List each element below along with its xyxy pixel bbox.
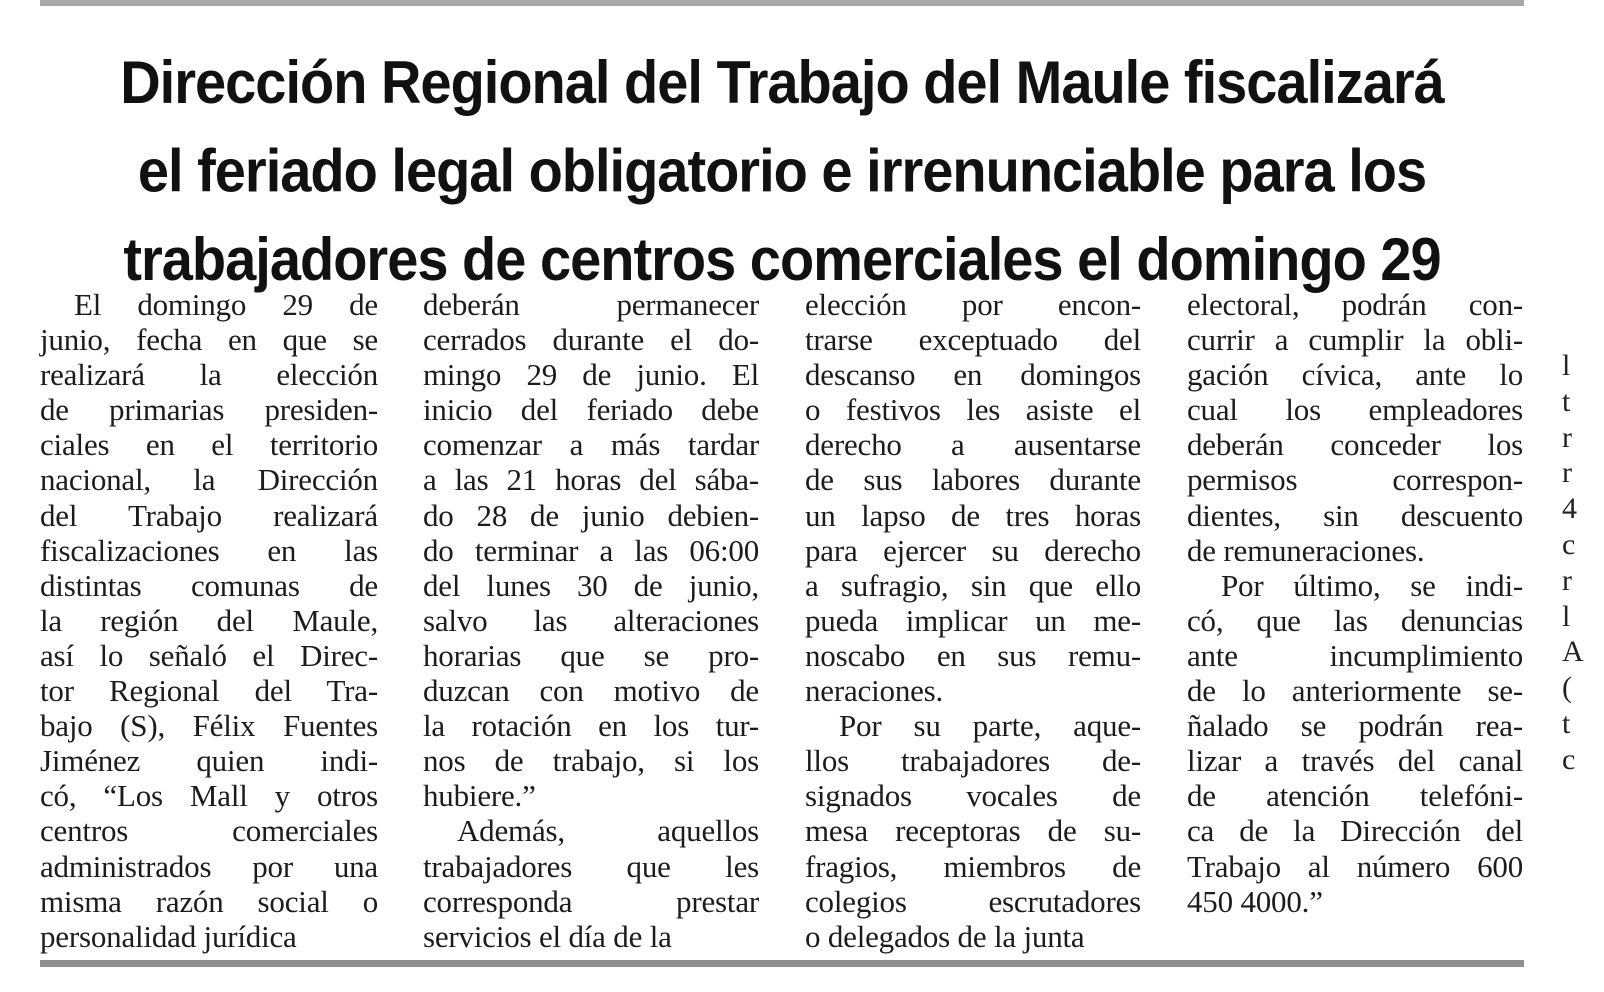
article-text-line: Además, aquellos bbox=[457, 813, 759, 849]
article-text-line: ante incumplimiento bbox=[1187, 637, 1523, 673]
edge-text-fragment: t bbox=[1562, 706, 1571, 740]
article-text-line: ca de la Dirección del bbox=[1187, 813, 1523, 849]
article-text-line: llos trabajadores de- bbox=[805, 743, 1141, 779]
article-text-line: cual los empleadores bbox=[1187, 392, 1523, 428]
article-text-line: administrados por una bbox=[40, 848, 378, 884]
article-text-line: neraciones. bbox=[805, 673, 944, 709]
article-text-line: personalidad jurídica bbox=[40, 918, 297, 954]
edge-text-fragment: c bbox=[1562, 742, 1576, 776]
edge-text-fragment: c bbox=[1562, 527, 1576, 561]
article-text-line: Jiménez quien indi- bbox=[40, 743, 378, 779]
article-text-line: trarse exceptuado del bbox=[805, 322, 1141, 358]
article-text-line: lizar a través del canal bbox=[1187, 743, 1523, 779]
article-text-line: del Trabajo realizará bbox=[40, 497, 378, 533]
article-text-line: 450 4000.” bbox=[1187, 883, 1323, 919]
edge-text-fragment: l bbox=[1562, 349, 1571, 382]
article-text-line: pueda implicar un me- bbox=[805, 602, 1141, 638]
article-text-line: comenzar a más tardar bbox=[423, 427, 759, 463]
article-text-line: del lunes 30 de junio, bbox=[423, 567, 759, 603]
article-text-line: a las 21 horas del sába- bbox=[423, 462, 759, 498]
article-text-line: permisos correspon- bbox=[1187, 462, 1523, 498]
article-text-line: duzcan con motivo de bbox=[423, 673, 759, 709]
article-text-line: realizará la elección bbox=[40, 357, 378, 393]
edge-text-fragment: 4 bbox=[1562, 492, 1577, 526]
article-text-line: la región del Maule, bbox=[40, 602, 378, 638]
article-text-line: un lapso de tres horas bbox=[805, 497, 1141, 533]
article-text-line: distintas comunas de bbox=[40, 567, 378, 603]
article-text-line: El domingo 29 de bbox=[74, 287, 378, 322]
article-text-line: o festivos les asiste el bbox=[805, 392, 1141, 428]
article-text-line: fragios, miembros de bbox=[805, 848, 1141, 884]
article-text-line: corresponda prestar bbox=[423, 883, 759, 919]
article-text-line: de lo anteriormente se- bbox=[1187, 673, 1523, 709]
article-text-line: elección por encon- bbox=[805, 287, 1141, 322]
article-text-line: de primarias presiden- bbox=[40, 392, 378, 428]
article-text-line: centros comerciales bbox=[40, 813, 378, 849]
article-text-line: currir a cumplir la obli- bbox=[1187, 322, 1523, 358]
article-text-line: electoral, podrán con- bbox=[1187, 287, 1523, 322]
article-text-line: inicio del feriado debe bbox=[423, 392, 759, 428]
article-text-line: descanso en domingos bbox=[805, 357, 1141, 393]
article-text-line: gación cívica, ante lo bbox=[1187, 357, 1523, 393]
article-text-line: junio, fecha en que se bbox=[40, 322, 378, 358]
edge-text-fragment: r bbox=[1562, 456, 1572, 490]
article-text-line: servicios el día de la bbox=[423, 918, 672, 954]
article-text-line: a sufragio, sin que ello bbox=[805, 567, 1141, 603]
article-text-line: deberán permanecer bbox=[423, 287, 759, 322]
article-text-line: tor Regional del Tra- bbox=[40, 673, 378, 709]
article-column-4 bbox=[1187, 287, 1523, 919]
article-text-line: trabajadores que les bbox=[423, 848, 759, 884]
article-text-line: noscabo en sus remu- bbox=[805, 637, 1141, 673]
article-column-3 bbox=[805, 287, 1141, 954]
article-text-line: o delegados de la junta bbox=[805, 918, 1085, 954]
article-text-line: de sus labores durante bbox=[805, 462, 1141, 498]
headline-line: trabajadores de centros comerciales el domingo 29 bbox=[123, 224, 1441, 293]
article-text-line: ñalado se podrán rea- bbox=[1187, 708, 1523, 744]
article-text-line: Trabajo al número 600 bbox=[1187, 848, 1523, 884]
edge-text-fragment: l bbox=[1562, 599, 1571, 633]
article-text-line: Por su parte, aque- bbox=[839, 708, 1141, 744]
article-column-1 bbox=[40, 287, 378, 954]
article-text-line: misma razón social o bbox=[40, 883, 378, 919]
article-text-line: Por último, se indi- bbox=[1221, 567, 1523, 603]
article-text-line: fiscalizaciones en las bbox=[40, 532, 378, 568]
article-text-line: colegios escrutadores bbox=[805, 883, 1141, 919]
article-text-line: de remuneraciones. bbox=[1187, 532, 1425, 568]
article-text-line: para ejercer su derecho bbox=[805, 532, 1141, 568]
adjacent-article-fragment bbox=[1562, 348, 1584, 948]
article-text-line: có, “Los Mall y otros bbox=[40, 778, 378, 814]
article-column-2 bbox=[423, 287, 759, 954]
article-text-line: nos de trabajo, si los bbox=[423, 743, 759, 779]
article-text-line: có, que las denuncias bbox=[1187, 602, 1523, 638]
edge-text-fragment: r bbox=[1562, 563, 1572, 597]
article-body bbox=[0, 287, 1604, 957]
article-text-line: de atención telefóni- bbox=[1187, 778, 1523, 814]
edge-text-fragment: ( bbox=[1562, 671, 1572, 705]
article-text-line: do 28 de junio debien- bbox=[423, 497, 759, 533]
article-text-line: bajo (S), Félix Fuentes bbox=[40, 708, 378, 744]
edge-text-fragment: r bbox=[1562, 420, 1572, 454]
article-text-line: ciales en el territorio bbox=[40, 427, 378, 463]
article-text-line: hubiere.” bbox=[423, 778, 536, 814]
article-text-line: salvo las alteraciones bbox=[423, 602, 759, 638]
edge-text-fragment: t bbox=[1562, 384, 1571, 418]
article-text-line: cerrados durante el do- bbox=[423, 322, 759, 358]
article-text-line: nacional, la Dirección bbox=[40, 462, 378, 498]
article-text-line: mesa receptoras de su- bbox=[805, 813, 1141, 849]
headline-line: Dirección Regional del Trabajo del Maule fiscalizará bbox=[120, 47, 1444, 116]
article-text-line: la rotación en los tur- bbox=[423, 708, 759, 744]
edge-text-fragment: A bbox=[1562, 635, 1584, 669]
article-text-line: así lo señaló el Direc- bbox=[40, 637, 378, 673]
article-text-line: signados vocales de bbox=[805, 778, 1141, 814]
bottom-rule bbox=[40, 960, 1524, 967]
headline-line: el feriado legal obligatorio e irrenunciable para los bbox=[137, 136, 1427, 205]
article-headline bbox=[60, 38, 1504, 304]
article-text-line: horarias que se pro- bbox=[423, 637, 759, 673]
article-text-line: deberán conceder los bbox=[1187, 427, 1523, 463]
article-text-line: dientes, sin descuento bbox=[1187, 497, 1523, 533]
article-text-line: derecho a ausentarse bbox=[805, 427, 1141, 463]
article-text-line: do terminar a las 06:00 bbox=[423, 532, 759, 568]
article-text-line: mingo 29 de junio. El bbox=[423, 357, 759, 393]
top-rule bbox=[40, 0, 1524, 6]
